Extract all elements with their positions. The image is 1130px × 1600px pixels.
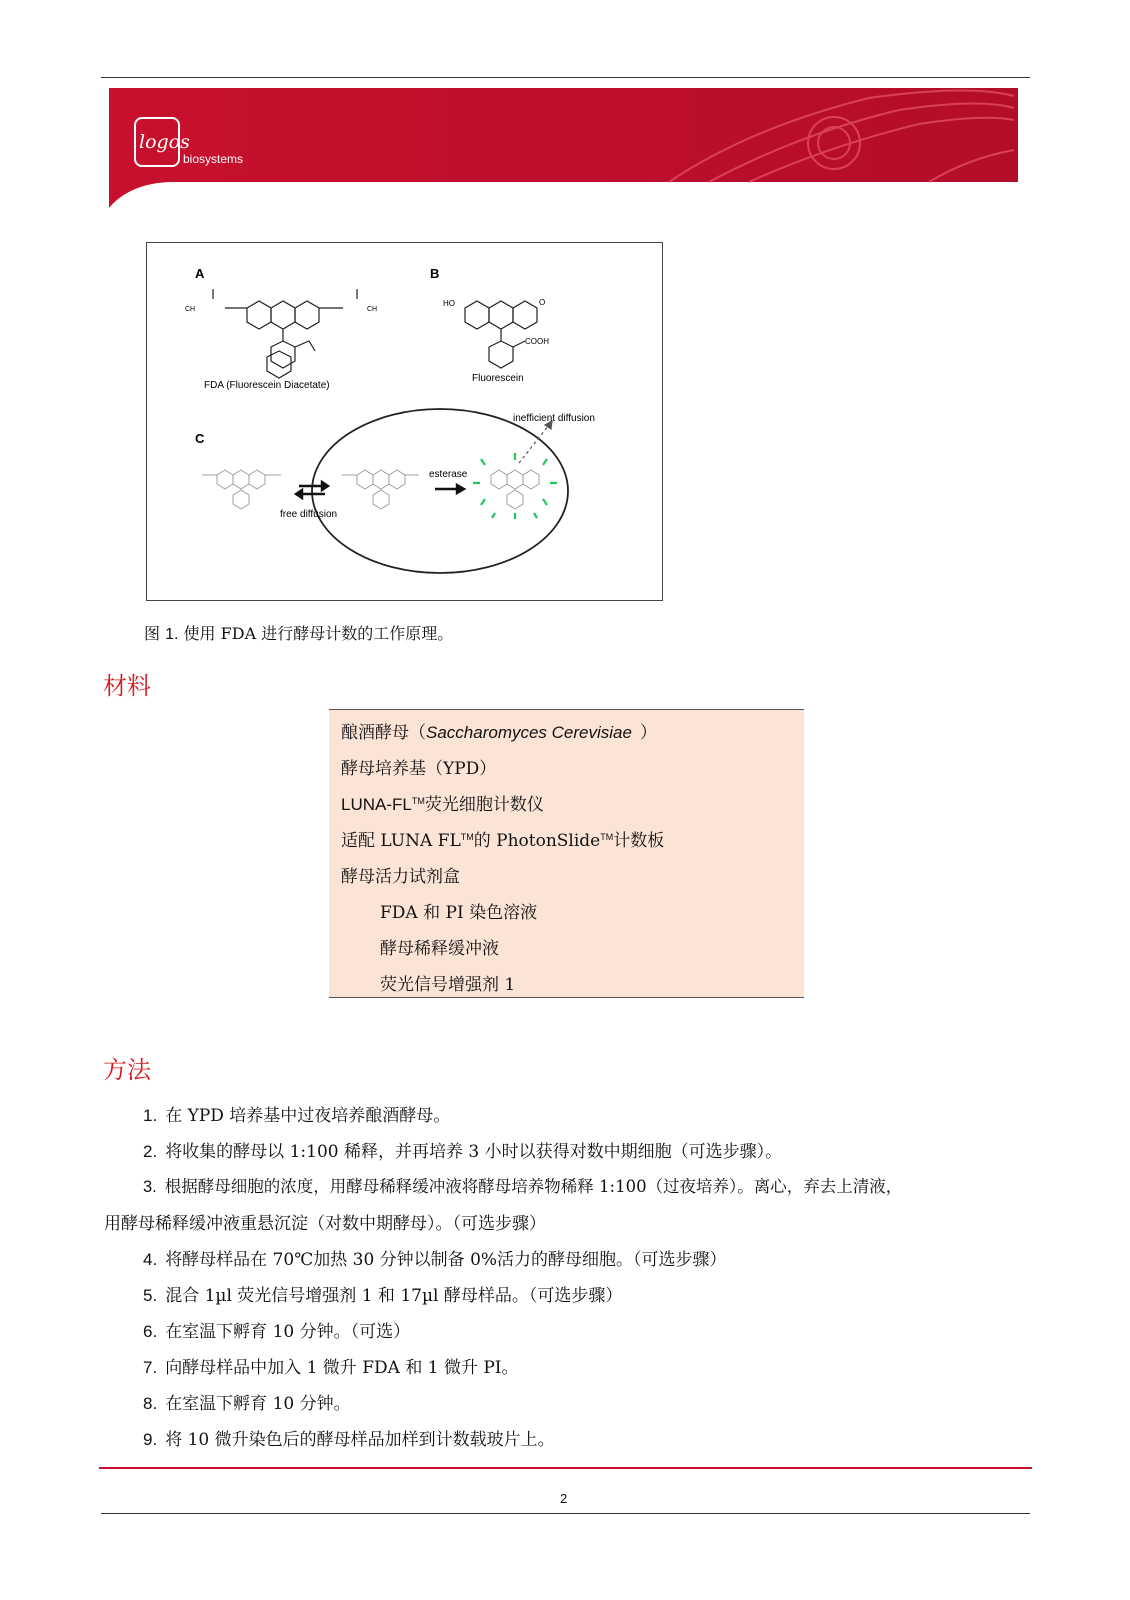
material-item-text: 计数板	[613, 831, 665, 851]
trademark-mark: TM	[600, 832, 614, 842]
footer-rule	[101, 1513, 1030, 1514]
material-item-text: 荧光细胞计数仪	[424, 795, 544, 815]
panel-b-label: B	[430, 266, 440, 281]
logo-word: biosystems	[183, 152, 244, 166]
method-step	[143, 1317, 410, 1342]
material-item-text: 酵母稀释缓冲液	[380, 939, 499, 959]
step-number: 5.	[143, 1286, 158, 1305]
step-number: 7.	[143, 1358, 158, 1377]
method-step	[143, 1245, 727, 1270]
material-subitem	[380, 970, 515, 995]
trademark-mark: TM	[411, 796, 425, 806]
cooh-label: COOH	[525, 337, 549, 346]
material-item-text: 酿酒酵母（	[341, 723, 426, 743]
step-text: 在室温下孵育 10 分钟。	[165, 1394, 351, 1414]
ho-label: HO	[443, 299, 455, 308]
step-number: 2.	[143, 1142, 158, 1161]
method-step	[143, 1425, 555, 1450]
header-banner	[109, 88, 1018, 208]
step-number: 6.	[143, 1322, 158, 1341]
material-item-text: 荧光信号增强剂 1	[380, 975, 516, 995]
header-rule	[101, 77, 1030, 78]
step-text: 在室温下孵育 10 分钟。（可选）	[165, 1322, 411, 1342]
caption-text: 使用 FDA 进行酵母计数的工作原理。	[183, 624, 454, 643]
material-item	[341, 826, 664, 851]
ch3-left-label: CH	[185, 306, 196, 313]
outside-fda-icon	[202, 470, 281, 509]
method-step	[143, 1137, 782, 1162]
material-item-text: 酵母培养基（YPD）	[341, 759, 497, 779]
inside-fda-icon	[342, 470, 419, 509]
material-item	[341, 754, 496, 779]
fluorescein-molecule-icon	[465, 301, 537, 368]
step-text: 向酵母样品中加入 1 微升 FDA 和 1 微升 PI。	[165, 1358, 519, 1378]
fda-label: FDA (Fluorescein Diacetate)	[204, 380, 330, 391]
material-subitem	[380, 934, 499, 959]
page-number: 2	[560, 1491, 568, 1506]
figure-caption	[144, 621, 453, 644]
footer-red-rule	[99, 1467, 1032, 1469]
panel-c-label: C	[195, 431, 205, 446]
fda-molecule-icon	[213, 289, 357, 378]
method-step	[143, 1281, 622, 1306]
fluorescein-label: Fluorescein	[472, 373, 524, 384]
step-text: 将酵母样品在 70℃加热 30 分钟以制备 0%活力的酵母细胞。（可选步骤）	[165, 1250, 727, 1270]
method-step	[143, 1101, 450, 1126]
free-diffusion-label: free diffusion	[280, 509, 338, 520]
materials-table	[329, 709, 804, 998]
method-step	[143, 1389, 351, 1414]
material-item-text: 适配 LUNA FL	[341, 831, 461, 851]
step-number: 3.	[143, 1178, 157, 1196]
material-item-text: 的 PhotonSlide	[473, 831, 601, 851]
material-item-text: FDA 和 PI 染色溶液	[380, 903, 538, 923]
caption-number: 1.	[165, 626, 179, 643]
material-item	[341, 718, 657, 743]
material-item-latin: Saccharomyces Cerevisiae	[426, 723, 632, 742]
esterase-label: esterase	[429, 469, 468, 480]
step-text: 将 10 微升染色后的酵母样品加样到计数载玻片上。	[165, 1430, 555, 1450]
method-step	[143, 1353, 519, 1378]
step-text: 将收集的酵母以 1:100 稀释，并再培养 3 小时以获得对数中期细胞（可选步骤）。	[165, 1142, 783, 1162]
caption-prefix: 图	[144, 624, 161, 643]
figure-1	[146, 242, 663, 601]
method-step-continuation	[104, 1209, 546, 1234]
step-text: 在 YPD 培养基中过夜培养酿酒酵母。	[165, 1106, 451, 1126]
material-item-text: LUNA-FL	[341, 795, 412, 814]
material-subitem	[380, 898, 537, 923]
banner-shape	[109, 88, 1018, 208]
inefficient-diffusion-arrow-icon	[519, 421, 552, 463]
cell-membrane	[312, 409, 568, 573]
fluorescein-product-icon	[491, 470, 539, 509]
step-number: 1.	[143, 1106, 158, 1125]
step-number: 4.	[143, 1250, 158, 1269]
material-item-text: 酵母活力试剂盒	[341, 867, 460, 887]
materials-heading: 材料	[103, 672, 151, 700]
ch3-right-label: CH	[367, 306, 378, 313]
method-step	[143, 1173, 902, 1197]
logo-script: logos	[139, 131, 190, 153]
step-text: 用酵母稀释缓冲液重悬沉淀（对数中期酵母）。（可选步骤）	[104, 1214, 546, 1234]
keto-o-label: O	[539, 298, 546, 307]
material-item-text: ）	[639, 723, 657, 743]
material-item	[341, 862, 460, 887]
methods-heading: 方法	[103, 1056, 151, 1084]
step-text: 根据酵母细胞的浓度，用酵母稀释缓冲液将酵母培养物稀释 1:100（过夜培养）。离心，弃去上清液，	[164, 1177, 903, 1196]
esterase-arrow-icon	[435, 485, 464, 493]
panel-a-label: A	[195, 266, 205, 281]
trademark-mark: TM	[460, 832, 474, 842]
step-text: 混合 1µl 荧光信号增强剂 1 和 17µl 酵母样品。（可选步骤）	[165, 1286, 623, 1306]
material-item	[341, 790, 544, 815]
step-number: 9.	[143, 1430, 158, 1449]
step-number: 8.	[143, 1394, 158, 1413]
inefficient-diffusion-label: inefficient diffusion	[513, 413, 595, 424]
